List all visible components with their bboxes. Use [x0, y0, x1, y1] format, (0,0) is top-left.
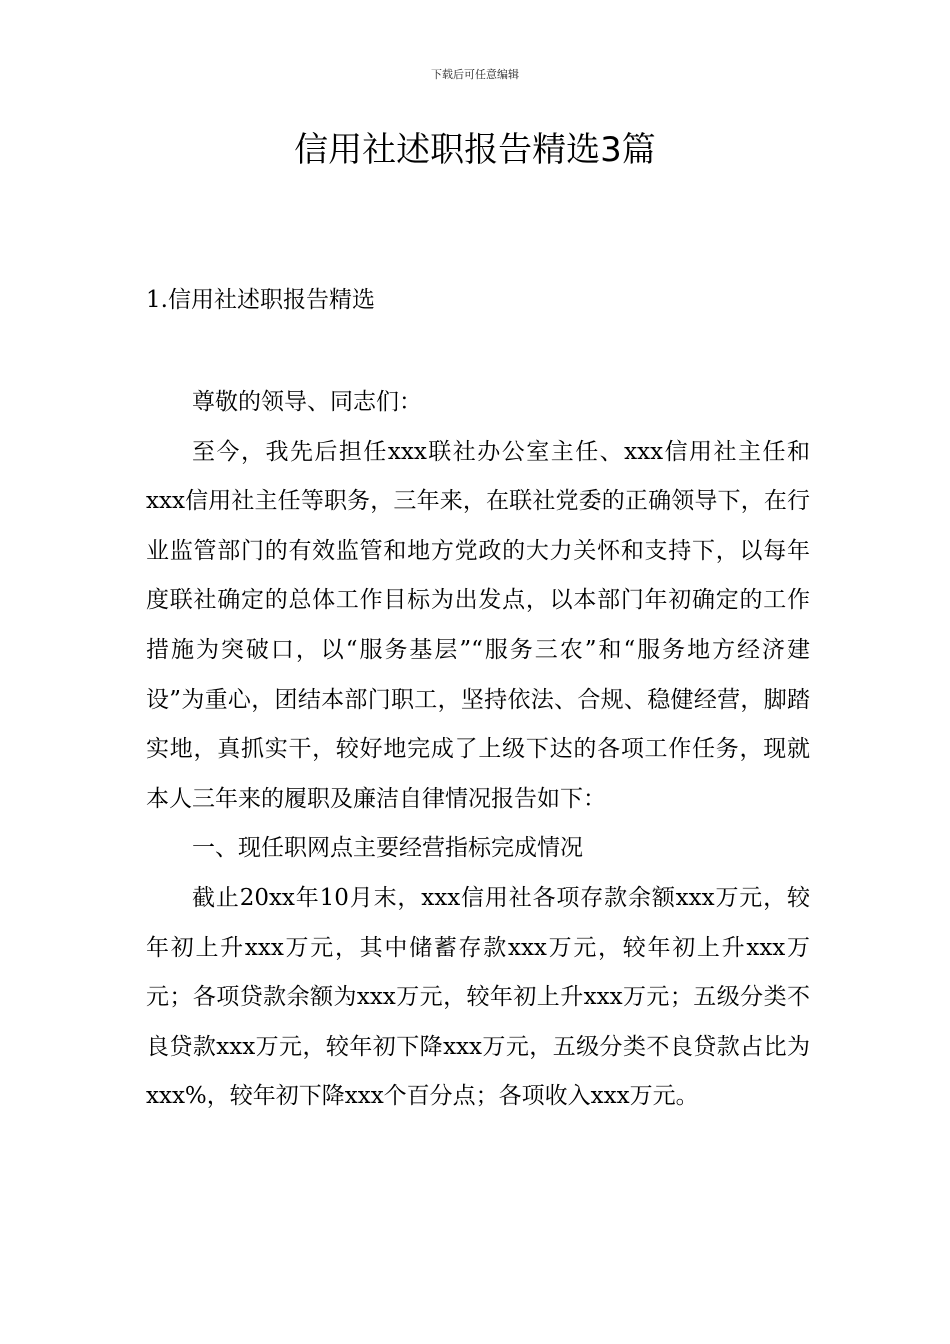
- document-title: 信用社述职报告精选3篇: [294, 130, 656, 170]
- body-text: [146, 378, 810, 1122]
- salutation-paragraph: 尊敬的领导、同志们：: [192, 389, 422, 415]
- indicators-paragraph: 截止20xx年10月末，xxx信用社各项存款余额xxx万元，较年初上升xxx万元，其中储蓄存款xxx万元，较年初上升xxx万元；各项贷款余额为xxx万元，较年初上升xxx万元；五级分类不良贷款xxx万元，较年初下降xxx万元，五级分类不良贷款占比为xxx%，较年初下降xxx个百分点；各项收入xxx万元。: [146, 884, 810, 1110]
- subsection-heading: 一、现任职网点主要经营指标完成情况: [192, 835, 583, 862]
- intro-paragraph: 至今，我先后担任xxx联社办公室主任、xxx信用社主任和xxx信用社主任等职务，三年来，在联社党委的正确领导下，在行业监管部门的有效监管和地方党政的大力关怀和支持下，以每年度联社确定的总体工作目标为出发点，以本部门年初确定的工作措施为突破口，以“服务基层”“服务三农”和“服务地方经济建设”为重心，团结本部门职工，坚持依法、合规、稳健经营，脚踏实地，真抓实干，较好地完成了上级下达的各项工作任务，现就本人三年来的履职及廉洁自律情况报告如下：: [146, 438, 810, 812]
- header-note: 下载后可任意编辑: [431, 68, 519, 81]
- section-heading: 1.信用社述职报告精选: [146, 287, 375, 313]
